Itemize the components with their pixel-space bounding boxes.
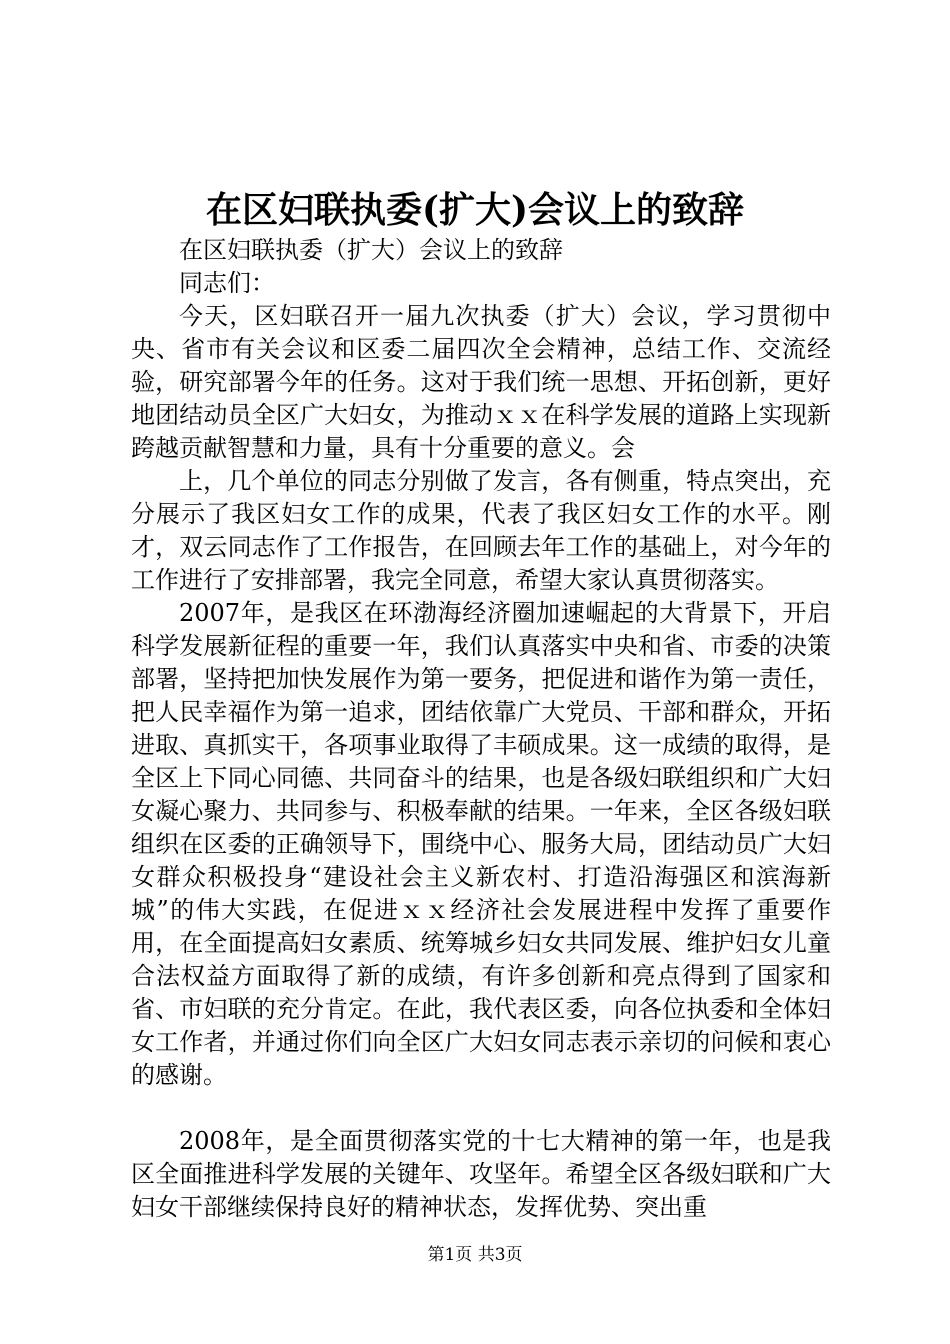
paragraph-salutation: 同志们： [179,269,275,297]
page-footer: 第1页 共3页 [427,1245,523,1265]
document-body [131,234,831,1224]
paragraph-opening: 今天，区妇联召开一届九次执委（扩大）会议，学习贯彻中央、省市有关会议和区委二届四次全会精神，总结工作、交流经验，研究部署今年的任务。这对于我们统一思想、开拓创新，更好地团结动员全区广大妇女，为推动ｘｘ在科学发展的道路上实现新跨越贡献智慧和力量，具有十分重要的意义。会 [131,302,831,462]
document-title: 在区妇联执委(扩大)会议上的致辞 [205,189,745,231]
paragraph-2007-review: 2007年，是我区在环渤海经济圈加速崛起的大背景下，开启科学发展新征程的重要一年，我们认真落实中央和省、市委的决策部署，坚持把加快发展作为第一要务，把促进和谐作为第一责任，把人民幸福作为第一追求，团结依靠广大党员、干部和群众，开拓进取、真抓实干，各项事业取得了丰硕成果。这一成绩的取得，是全区上下同心同德、共同奋斗的结果，也是各级妇联组织和广大妇女凝心聚力、共同参与、积极奉献的结果。一年来，全区各级妇联组织在区委的正确领导下，围绕中心、服务大局，团结动员广大妇女群众积极投身“建设社会主义新农村、打造沿海强区和滨海新城”的伟大实践，在促进ｘｘ经济社会发展进程中发挥了重要作用，在全面提高妇女素质、统筹城乡妇女共同发展、维护妇女儿童合法权益方面取得了新的成绩，有许多创新和亮点得到了国家和省、市妇联的充分肯定。在此，我代表区委，向各位执委和全体妇女工作者，并通过你们向全区广大妇女同志表示亲切的问候和衷心的感谢。 [131,599,831,1089]
paragraph-2008-outlook: 2008年，是全面贯彻落实党的十七大精神的第一年，也是我区全面推进科学发展的关键年、攻坚年。希望全区各级妇联和广大妇女干部继续保持良好的精神状态，发挥优势、突出重 [131,1127,831,1221]
paragraph-speeches: 上，几个单位的同志分别做了发言，各有侧重，特点突出，充分展示了我区妇女工作的成果，代表了我区妇女工作的水平。刚才，双云同志作了工作报告，在回顾去年工作的基础上，对今年的工作进行了安排部署，我完全同意，希望大家认真贯彻落实。 [131,467,831,594]
paragraph-subtitle: 在区妇联执委（扩大）会议上的致辞 [179,236,563,264]
